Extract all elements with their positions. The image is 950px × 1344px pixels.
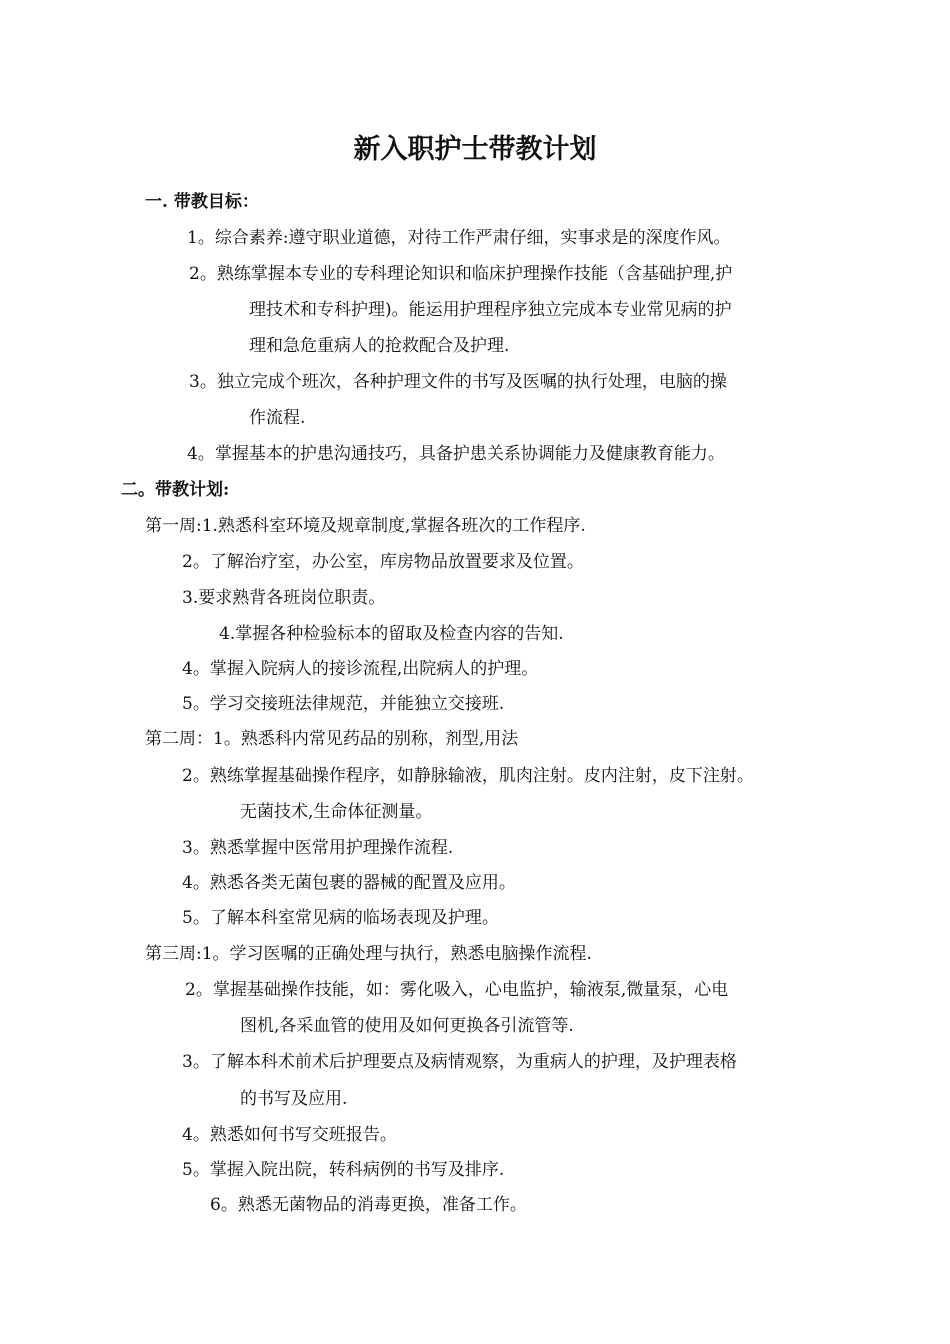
goal-item-1: 1。综合素养:遵守职业道德，对待工作严肃仔细，实事求是的深度作风。 xyxy=(187,228,731,248)
week3-item-5: 5。掌握入院出院，转科病例的书写及排序. xyxy=(182,1160,505,1180)
week3-item-3-line-1: 3。了解本科术前术后护理要点及病情观察，为重病人的护理，及护理表格 xyxy=(182,1052,737,1072)
week1-item-5: 4。掌握入院病人的接诊流程,出院病人的护理。 xyxy=(182,659,539,679)
week3-item-2-line-2: 图机,各采血管的使用及如何更换各引流管等. xyxy=(240,1016,574,1036)
week3-item-1: 第三周:1。学习医嘱的正确处理与执行，熟悉电脑操作流程. xyxy=(145,944,592,964)
goal-item-2-line-1: 2。熟练掌握本专业的专科理论知识和临床护理操作技能（含基础护理,护 xyxy=(189,264,733,284)
week3-item-6: 6。熟悉无菌物品的消毒更换，准备工作。 xyxy=(210,1195,527,1215)
goal-item-4: 4。掌握基本的护患沟通技巧，具备护患关系协调能力及健康教育能力。 xyxy=(187,444,725,464)
goal-item-3-line-1: 3。独立完成个班次，各种护理文件的书写及医嘱的执行处理，电脑的操 xyxy=(189,372,727,392)
week2-item-4: 4。熟悉各类无菌包裹的器械的配置及应用。 xyxy=(182,873,516,893)
week2-item-2-line-1: 2。熟练掌握基础操作程序，如静脉输液，肌肉注射。皮内注射，皮下注射。 xyxy=(182,766,754,786)
goal-item-2-line-2: 理技术和专科护理)。能运用护理程序独立完成本专业常见病的护 xyxy=(249,300,732,320)
week2-item-5: 5。了解本科室常见病的临场表现及护理。 xyxy=(182,908,499,928)
week2-item-2-line-2: 无菌技术,生命体征测量。 xyxy=(240,802,433,822)
section-heading-plan: 二。带教计划: xyxy=(121,480,230,500)
week2-item-3: 3。熟悉掌握中医常用护理操作流程. xyxy=(182,838,454,858)
week1-item-2: 2。了解治疗室，办公室，库房物品放置要求及位置。 xyxy=(182,552,584,572)
section-heading-goals: 一. 带教目标： xyxy=(145,192,259,212)
week1-item-3: 3.要求熟背各班岗位职责。 xyxy=(182,588,386,608)
goal-item-2-line-3: 理和急危重病人的抢救配合及护理. xyxy=(249,336,510,356)
week3-item-3-line-2: 的书写及应用. xyxy=(240,1089,348,1109)
document-title: 新入职护士带教计划 xyxy=(353,134,597,165)
week1-item-1: 第一周:1.熟悉科室环境及规章制度,掌握各班次的工作程序. xyxy=(145,516,586,536)
week3-item-4: 4。熟悉如何书写交班报告。 xyxy=(182,1125,397,1145)
week1-item-4: 4.掌握各种检验标本的留取及检查内容的告知. xyxy=(219,624,564,644)
week2-item-1: 第二周：1。熟悉科内常见药品的别称，剂型,用法 xyxy=(145,729,519,749)
goal-item-3-line-2: 作流程. xyxy=(249,408,306,428)
week1-item-6: 5。学习交接班法律规范，并能独立交接班. xyxy=(182,694,505,714)
week3-item-2-line-1: 2。掌握基础操作技能，如：雾化吸入，心电监护，输液泵,微量泵，心电 xyxy=(185,980,729,1000)
